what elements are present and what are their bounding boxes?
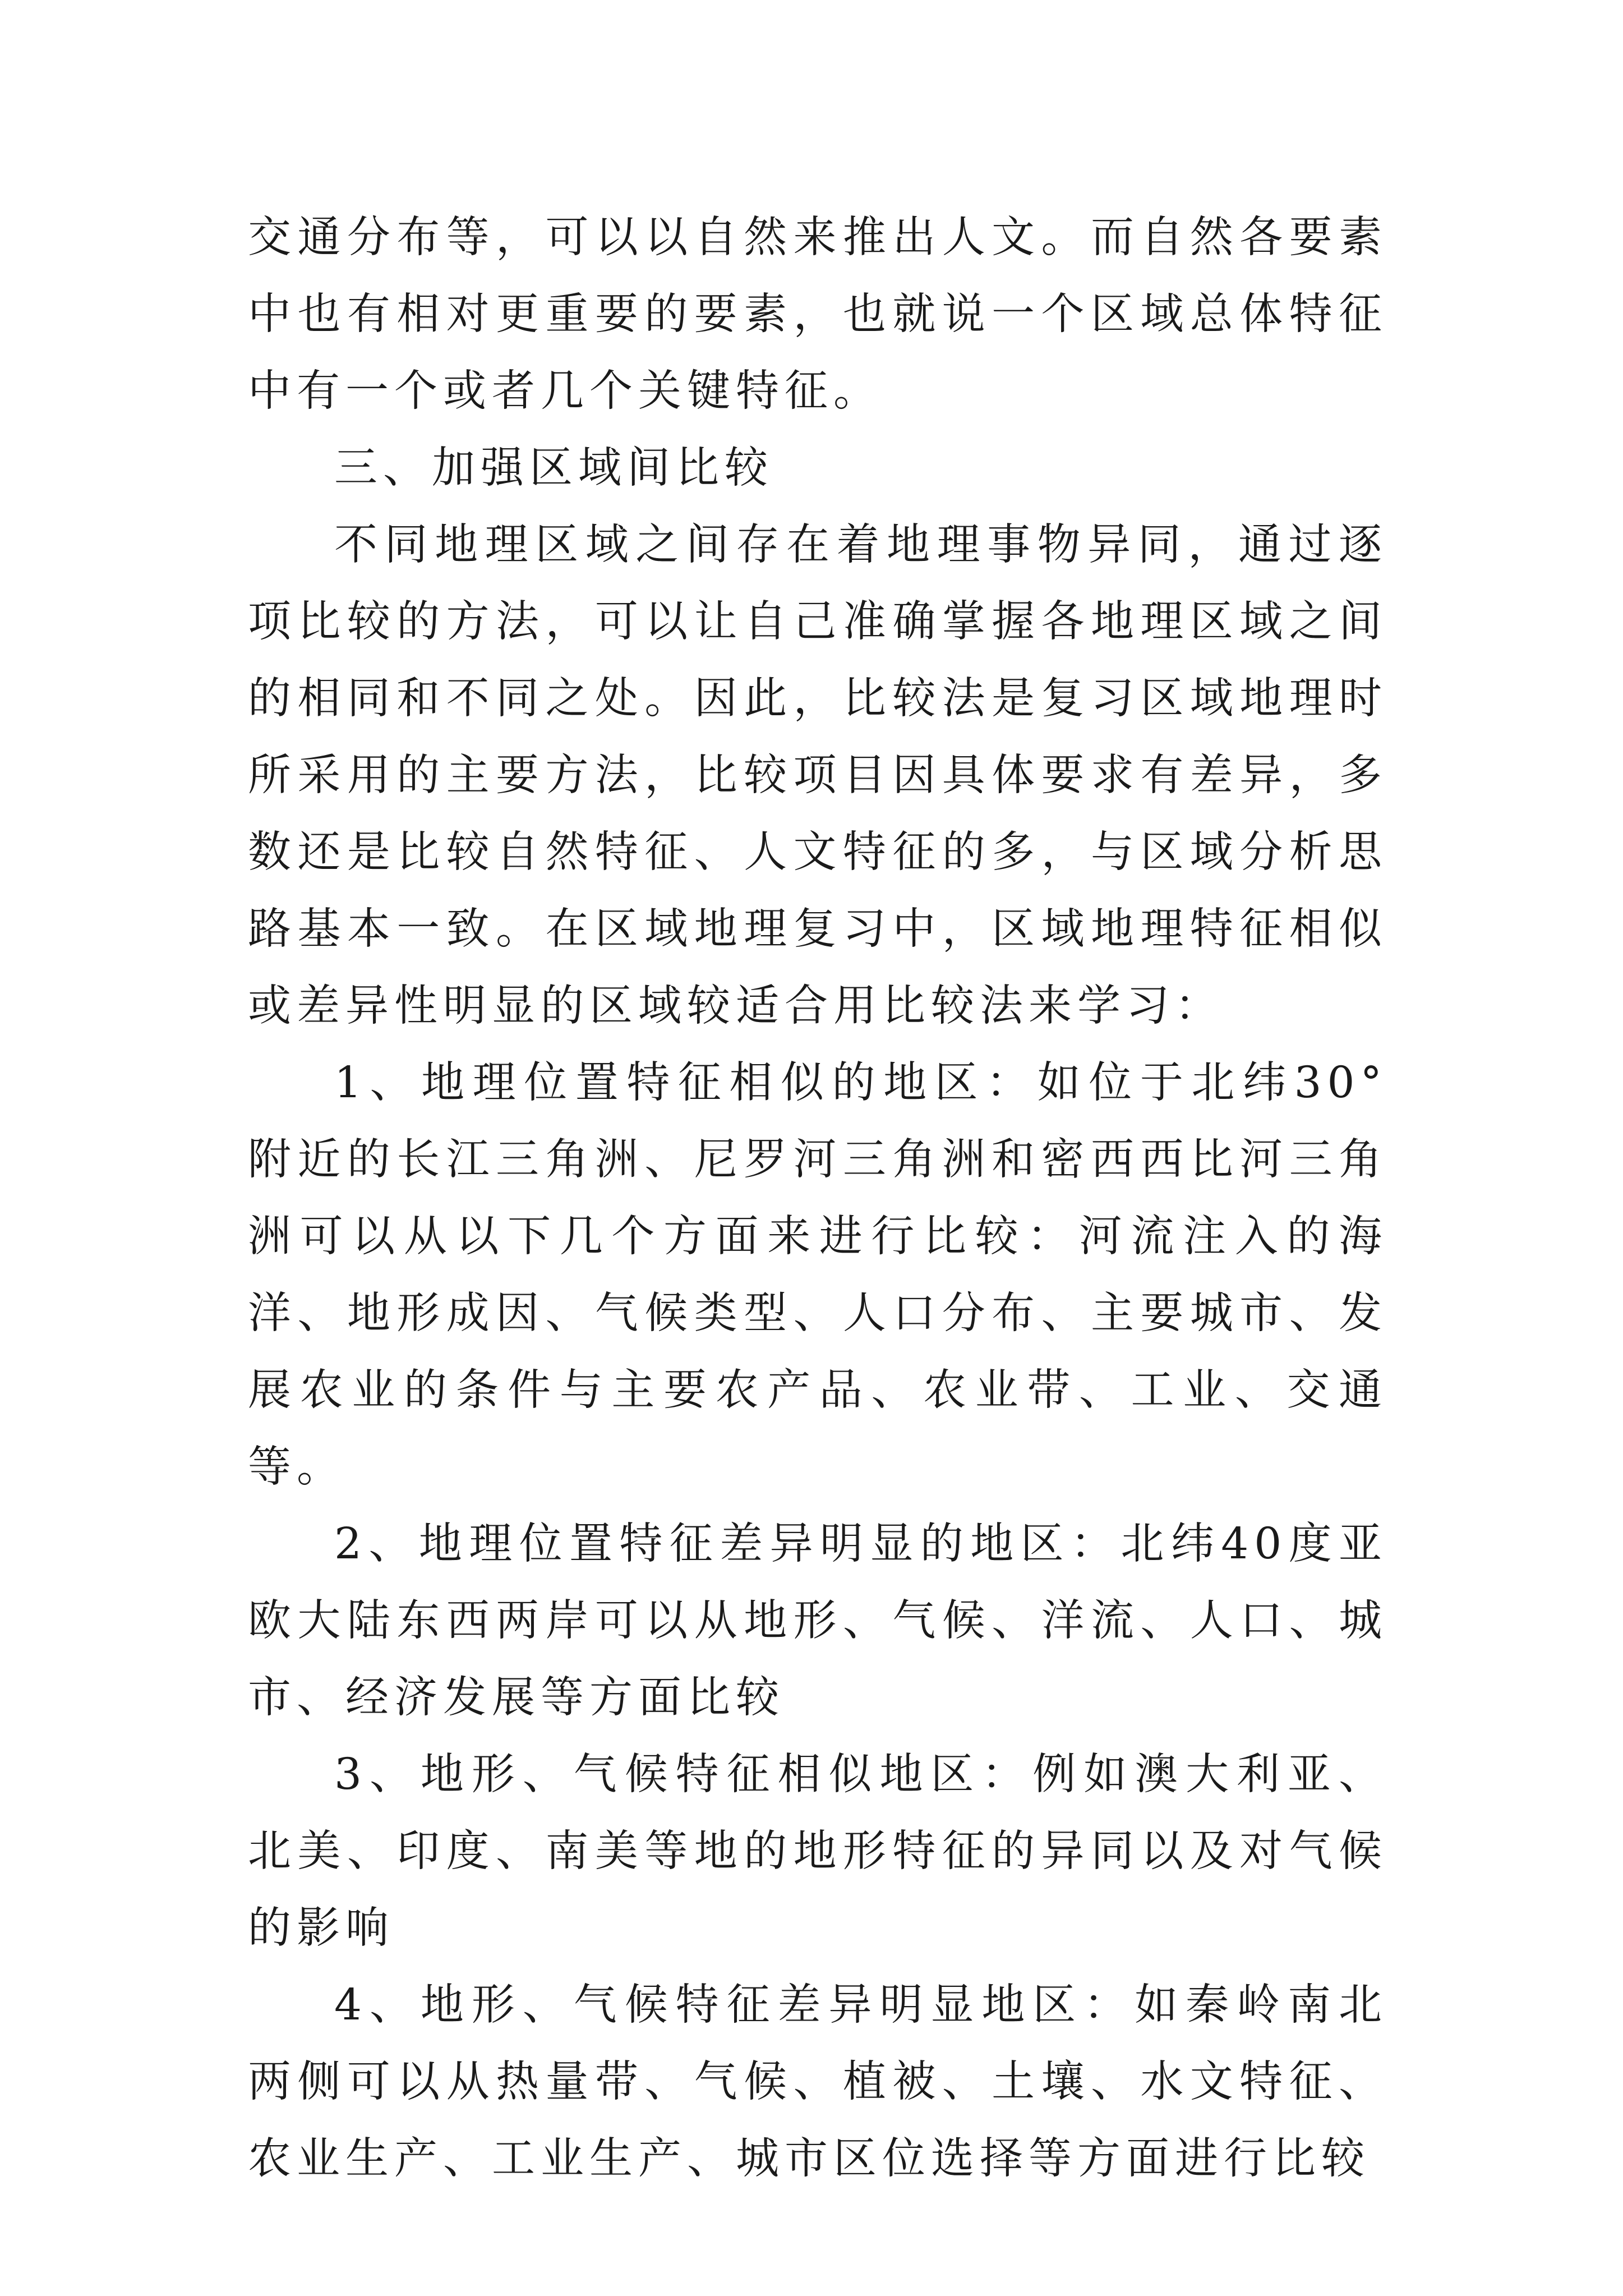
- list-item-4: 4、地形、气候特征差异明显地区：如秦岭南北两侧可以从热量带、气候、植被、土壤、水文特征、农业生产、工业生产、城市区位选择等方面进行比较: [248, 1980, 1387, 2184]
- paragraph-comparison-method: 不同地理区域之间存在着地理事物异同，通过逐项比较的方法，可以让自己准确掌握各地理区域之间的相同和不同之处。因此，比较法是复习区域地理时所采用的主要方法，比较项目因具体要求有差异，多数还是比较自然特征、人文特征的多，与区域分析思路基本一致。在区域地理复习中，区域地理特征相似或差异性明显的区域较适合用比较法来学习：: [248, 520, 1387, 1031]
- list-item-2: 2、地理位置特征差异明显的地区：北纬40度亚欧大陆东西两岸可以从地形、气候、洋流、人口、城市、经济发展等方面比较: [248, 1519, 1387, 1723]
- list-item-1: 1、地理位置特征相似的地区：如位于北纬30°附近的长江三角洲、尼罗河三角洲和密西西比河三角洲可以从以下几个方面来进行比较：河流注入的海洋、地形成因、气候类型、人口分布、主要城市、发展农业的条件与主要农产品、农业带、工业、交通等。: [248, 1058, 1387, 1492]
- document-body: [248, 199, 1387, 2197]
- section-heading: 三、加强区域间比较: [334, 443, 773, 493]
- list-item-3: 3、地形、气候特征相似地区：例如澳大利亚、北美、印度、南美等地的地形特征的异同以及对气候的影响: [248, 1750, 1387, 1953]
- paragraph-intro-continuation: 交通分布等，可以以自然来推出人文。而自然各要素中也有相对更重要的要素，也就说一个区域总体特征中有一个或者几个关键特征。: [248, 213, 1387, 416]
